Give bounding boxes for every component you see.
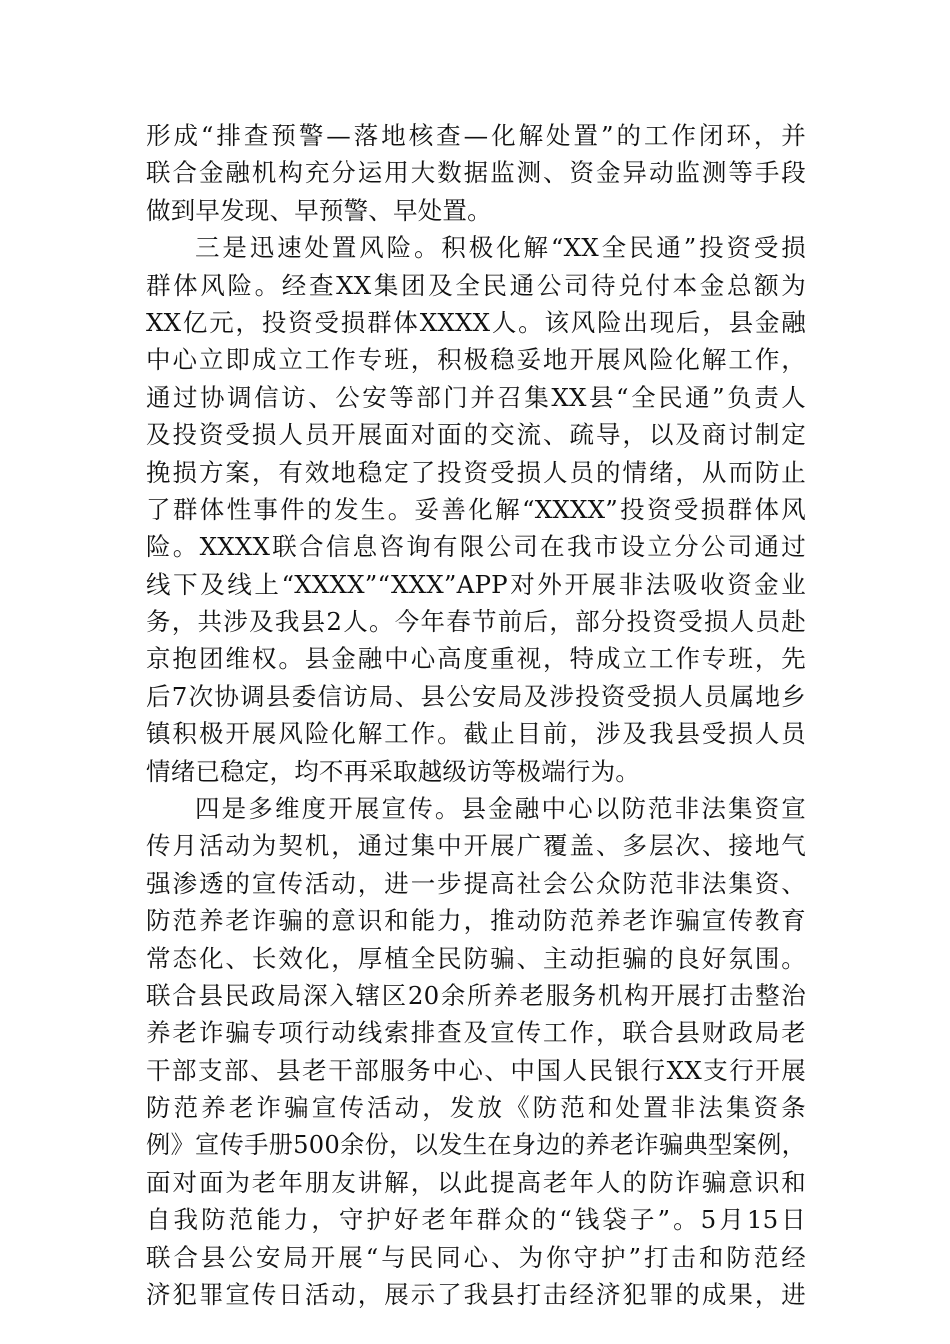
text-line: 通过协调信访、公安等部门并召集XX县“全民通”负责人 [146,382,806,412]
text-line: 联合县民政局深入辖区20余所养老服务机构开展打击整治 [146,980,806,1010]
text-line: 线下及线上“XXXX”“XXX”APP对外开展非法吸收资金业 [146,569,806,599]
text-line: 及投资受损人员开展面对面的交流、疏导，以及商讨制定 [146,420,806,450]
text-line: 防范养老诈骗宣传活动，发放《防范和处置非法集资条 [146,1093,806,1123]
text-line: 了群体性事件的发生。妥善化解“XXXX”投资受损群体风 [146,494,806,524]
text-line: 干部支部、县老干部服务中心、中国人民银行XX支行开展 [146,1055,806,1085]
text-line: 京抱团维权。县金融中心高度重视，特成立工作专班，先 [146,644,806,674]
text-line: 常态化、长效化，厚植全民防骗、主动拒骗的良好氛围。 [146,943,806,973]
text-line: 联合县公安局开展“与民同心、为你守护”打击和防范经 [146,1242,806,1272]
text-line: XX亿元，投资受损群体XXXX人。该风险出现后，县金融 [146,307,806,337]
text-line: 险。XXXX联合信息咨询有限公司在我市设立分公司通过 [146,532,806,562]
text-line: 例》宣传手册500余份，以发生在身边的养老诈骗典型案例， [146,1130,806,1159]
document-body [146,117,806,1314]
text-line: 四是多维度开展宣传。县金融中心以防范非法集资宣 [195,794,806,824]
text-line: 镇积极开展风险化解工作。截止目前，涉及我县受损人员 [146,719,806,749]
text-line: 务，共涉及我县2人。今年春节前后，部分投资受损人员赴 [146,607,806,637]
text-line: 联合金融机构充分运用大数据监测、资金异动监测等手段 [146,158,806,188]
text-line: 自我防范能力，守护好老年群众的“钱袋子”。5月15日 [146,1205,806,1235]
text-line: 做到早发现、早预警、早处置。 [146,195,492,225]
text-line: 防范养老诈骗的意识和能力，推动防范养老诈骗宣传教育 [146,906,806,936]
text-line: 传月活动为契机，通过集中开展广覆盖、多层次、接地气 [146,831,806,861]
text-line: 面对面为老年朋友讲解，以此提高老年人的防诈骗意识和 [146,1167,806,1197]
text-line: 群体风险。经查XX集团及全民通公司待兑付本金总额为 [146,270,806,300]
text-line: 后7次协调县委信访局、县公安局及涉投资受损人员属地乡 [146,681,806,711]
text-line: 中心立即成立工作专班，积极稳妥地开展风险化解工作， [146,345,806,375]
text-line: 强渗透的宣传活动，进一步提高社会公众防范非法集资、 [146,868,806,898]
text-line: 情绪已稳定，均不再采取越级访等极端行为。 [146,756,640,786]
text-line: 形成“排查预警—落地核查—化解处置”的工作闭环，并 [146,121,806,150]
text-line: 养老诈骗专项行动线索排查及宣传工作，联合县财政局老 [146,1018,806,1048]
text-line: 济犯罪宣传日活动，展示了我县打击经济犯罪的成果，进 [146,1280,806,1310]
text-line: 挽损方案，有效地稳定了投资受损人员的情绪，从而防止 [146,457,806,487]
text-line: 三是迅速处置风险。积极化解“XX全民通”投资受损 [195,233,806,263]
